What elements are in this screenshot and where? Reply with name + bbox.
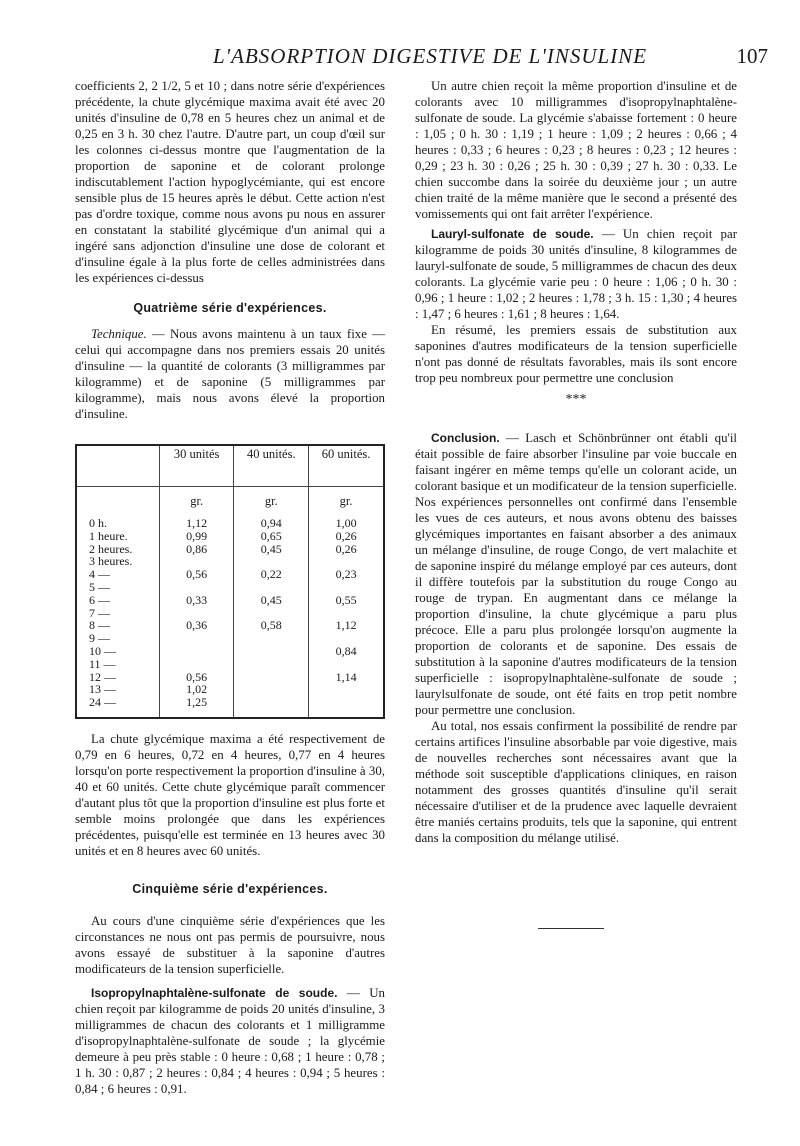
table-row [76,568,384,581]
value-cell: 0,84 [309,645,384,658]
value-cell: 1,12 [159,517,233,530]
table-row [76,671,384,684]
time-cell: 13 — [89,682,116,697]
value-cell [234,581,309,594]
paragraph: Au cours d'une cinquième série d'expériences que les circonstances ne nous ont pas permis de poursuivre, nous avons essayé de substituer à la saponine d'autres modificateurs de la tension superficielle. [75,913,385,976]
isopropyl-label: Isopropylnaphtalène-sulfonate de soude. [91,985,338,1000]
value-cell [234,683,309,696]
time-cell: 11 — [89,656,116,671]
value-cell: 0,99 [159,530,233,543]
value-cell: 0,33 [159,594,233,607]
time-cell: 10 — [89,643,116,658]
unit-cell: gr. [309,487,384,518]
value-cell [159,658,233,671]
conclusion-text: — Lasch et Schönbrünner ont établi qu'il était possible de faire absorber l'insuline par voie buccale en faisant ingérer en même temps qu'elle un colorant acide, un colorant basique et un modificateur de la tension superficielle. Nos expériences personnelles ont confirmé dans l'ensemble les vues de ces auteurs, et nous avons obtenu des baisses glycémiques importantes en faisant absorber a des animaux un mélange d'insuline, de rouge Congo, de vert malachite et de saponine inspiré du mélange employé par ces auteurs, dont il diffère toutefois par la substitution du rouge Congo au rouge de trypan. En augmentant dans ce mélange la proportion d'insuline, la chute glycémique a paru plus précoce. Elle a paru plus prolongée lorsqu'on augmente la proportion de colorants et de saponine. Des essais de substitution à la saponine d'autres modificateurs de la tension superficielle : isopropylnaphtalène-sulfonate de soude ; laurylsulfonate de soude, ont été faits en trop petit nombre pour permettre une conclusion. [415,431,737,717]
time-cell: 1 heure. [89,528,128,543]
glycemia-table [75,444,385,719]
conclusion-paragraph [415,430,737,718]
page-number: 107 [736,44,768,68]
value-cell [309,696,384,709]
value-cell [309,658,384,671]
technique-label: Technique. [91,327,147,341]
table-row [76,517,384,530]
technique-text: — Nous avons maintenu à un taux fixe — celui qui accompagne dans nos premiers essais 20 unités d'insuline — la quantité de colorants (3 milligrammes par kilogramme) et de saponine (5 milligrammes par kilogramme), mais nous avons élevé la proportion d'insuline. [75,327,385,421]
value-cell: 1,25 [159,696,233,709]
lauryl-label: Lauryl-sulfonate de soude. [431,227,594,241]
table-header-40: 40 unités. [234,445,309,487]
isopropyl-text: — Un chien reçoit par kilogramme de poids 20 unités d'insuline, 3 milligrammes de chacun des colorants et 1 milligramme d'isopropylnaphtalène-sulfonate de soude ; la glycémie demeure à peu près stable : 0 heure : 0,68 ; 1 heure : 0,78 ; 1 h. 30 : 0,87 ; 2 heures : 0,84 ; 4 heures : 0,94 ; 5 heures : 0,84 ; 6 heures : 0,91. [75,985,385,1096]
unit-cell: gr. [234,487,309,518]
unit-cell: gr. [159,487,233,518]
conclusion-label: Conclusion. [431,431,500,445]
table-corner [76,445,159,487]
right-column [415,78,737,846]
table-header-60: 60 unités. [309,445,384,487]
value-cell: 0,56 [159,671,233,684]
value-cell: 0,94 [234,517,309,530]
value-cell: 1,02 [159,683,233,696]
value-cell [309,683,384,696]
table-header-30: 30 unités [159,445,233,487]
section-heading-4: Quatrième série d'expériences. [133,301,327,315]
section-separator-stars: *** [565,392,587,407]
value-cell: 1,00 [309,517,384,530]
value-cell: 0,86 [159,543,233,556]
value-cell [159,632,233,645]
value-cell [159,645,233,658]
paragraph: Au total, nos essais confirment la possibilité de rendre par certains artifices l'insuline absorbable par voie digestive, mais de nouvelles recherches sont nécessaires avant que la méthode soit susceptible d'applications cliniques, en raison notamment des grosses quantités d'insuline qu'il serait nécessaire d'utiliser et de la prudence avec laquelle devraient être maniés certains produits, tels que la saponine, qui entrent dans la composition du mélange utilisé. [415,719,737,845]
value-cell [234,658,309,671]
running-title: L'ABSORPTION DIGESTIVE DE L'INSULINE [212,44,648,68]
running-header [150,44,768,74]
table-row [76,530,384,543]
value-cell: 0,22 [234,568,309,581]
paragraph: Un autre chien reçoit la même proportion d'insuline et de colorants avec 10 milligrammes d'isopropylnaphtalène-sulfonate de soude. La glycémie s'abaisse fortement : 0 heure : 1,05 ; 0 h. 30 : 1,19 ; 1 heure : 1,09 ; 2 heures : 0,66 ; 4 heures : 0,33 ; 6 heures : 0,23 ; 8 heures : 0,23 ; 12 heures : 0,29 ; 23 h. 30 : 0,26 ; 25 h. 30 : 0,39 ; 27 h. 30 : 0,33. Le chien succombe dans la soirée du deuxième jour ; un autre chien traité de la même manière que le second a présenté des vomissements qui ont fait arrêter l'expérience. [415,79,737,221]
value-cell [234,696,309,709]
isopropyl-paragraph [75,985,385,1097]
time-cell: 5 — [89,579,110,594]
value-cell: 0,26 [309,530,384,543]
time-cell: 8 — [89,618,110,633]
value-cell: 0,45 [234,543,309,556]
value-cell: 0,55 [309,594,384,607]
value-cell: 0,36 [159,619,233,632]
value-cell: 0,23 [309,568,384,581]
time-cell: 4 — [89,567,110,582]
time-cell: 7 — [89,605,110,620]
table-row [76,581,384,594]
value-cell: 0,45 [234,594,309,607]
table-row [76,594,384,607]
value-cell [309,581,384,594]
value-cell: 0,26 [309,543,384,556]
table-row [76,658,384,671]
value-cell [234,671,309,684]
technique-paragraph [75,326,385,422]
table-row [76,696,384,709]
time-cell: 3 heures. [89,554,133,569]
time-cell: 2 heures. [89,541,133,556]
value-cell [234,632,309,645]
lauryl-paragraph [415,226,737,322]
table-row [76,683,384,696]
time-cell: 0 h. [89,516,107,530]
value-cell: 1,14 [309,671,384,684]
left-column [75,78,385,1097]
value-cell: 0,58 [234,619,309,632]
value-cell [234,645,309,658]
time-cell: 6 — [89,592,110,607]
value-cell: 0,56 [159,568,233,581]
paragraph: En résumé, les premiers essais de substitution aux saponines d'autres modificateurs de la tension superficielle n'ont pas donné de résultats favorables, mais ils sont encore trop peu nombreux pour permettre une conclusion [415,323,737,385]
paragraph: La chute glycémique maxima a été respectivement de 0,79 en 6 heures, 0,72 en 4 heures, 0,77 en 4 heures lorsqu'on porte respectivement la proportion d'insuline à 30, 40 et 60 unités. Cette chute glycémique paraît commencer d'autant plus tôt que la proportion d'insuline est plus forte et semble moins prolongée que dans les expériences précédentes, puisqu'elle est terminée en 13 heures avec 30 unités et en 8 heures avec 60 unités. [75,731,385,858]
table-row [76,645,384,658]
end-rule [538,928,604,929]
value-cell: 1,12 [309,619,384,632]
table-row [76,619,384,632]
time-cell: 24 — [89,695,116,710]
time-cell: 12 — [89,669,116,684]
value-cell [159,581,233,594]
value-cell: 0,65 [234,530,309,543]
paragraph: coefficients 2, 2 1/2, 5 et 10 ; dans notre série d'expériences précédente, la chute glycémique maxima avait été avec 20 unités d'insuline de 0,78 en 5 heures chez un animal et de 0,25 en 3 h. 30 chez l'autre. D'autre part, un coup d'œil sur les colonnes ci-dessus montre que l'augmentation de la proportion de saponine et de colorant prolonge indiscutablement l'action hypoglycémiante, qui est encore sensible plus de 15 heures après le début. Cette action n'est pas d'ordre toxique, comme nous avons pu nous en assurer en constatant la stabilité glycémique d'un animal qui a ingéré sans adjonction d'insuline une dose de colorant et d'insuline égale à la plus forte de celles administrées dans les expériences ci-dessus [75,79,385,285]
time-cell: 9 — [89,631,110,646]
lauryl-text: — Un chien reçoit par kilogramme de poids 30 unités d'insuline, 8 kilogrammes de lauryl-sulfonate de soude, 5 milligrammes de chacun des deux colorants. La glycémie varie peu : 0 heure : 1,06 ; 0 h. 30 : 0,96 ; 1 heure : 1,02 ; 2 heures : 1,78 ; 3 h. 15 : 1,30 ; 4 heures : 1,47 ; 6 heures : 1,61 ; 8 heures : 1,64. [415,227,737,321]
section-heading-5: Cinquième série d'expériences. [132,881,328,896]
